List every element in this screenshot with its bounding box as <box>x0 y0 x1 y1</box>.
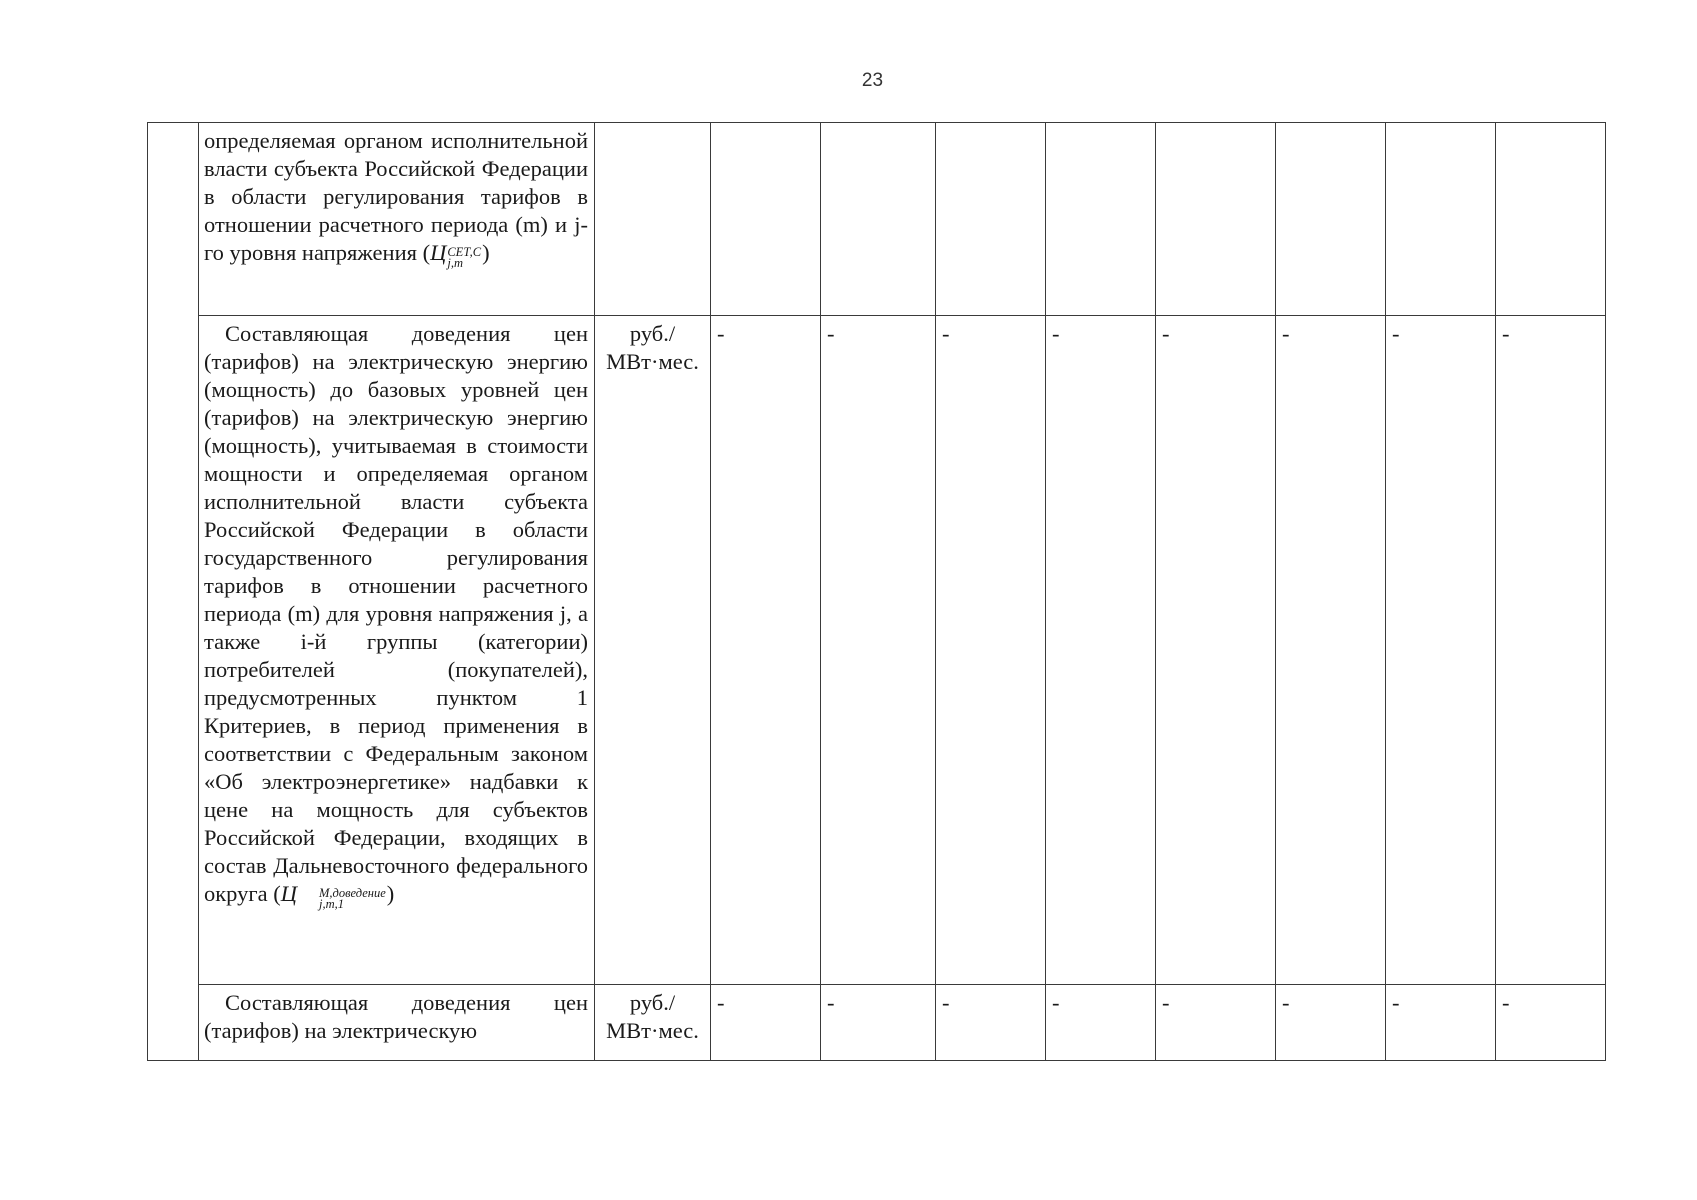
value-cell <box>1046 316 1156 985</box>
dash-value: - <box>1282 990 1290 1015</box>
table-row <box>148 123 1606 316</box>
description-cell <box>199 123 595 316</box>
value-cell <box>1276 985 1386 1061</box>
dash-value: - <box>1052 990 1060 1015</box>
value-cell <box>1386 316 1496 985</box>
dash-value: - <box>1052 321 1060 346</box>
value-cell <box>821 123 936 316</box>
table-row <box>148 985 1606 1061</box>
value-cell <box>1156 985 1276 1061</box>
page-number: 23 <box>861 70 884 91</box>
unit-cell <box>595 123 711 316</box>
value-cell <box>1276 123 1386 316</box>
dash-value: - <box>1392 321 1400 346</box>
value-cell <box>1046 123 1156 316</box>
row-number-cell <box>148 123 199 1061</box>
value-cell <box>711 985 821 1061</box>
dash-value: - <box>717 990 725 1015</box>
value-cell <box>821 316 936 985</box>
description-text: Составляющая доведения цен (тарифов) на электрическую <box>204 990 588 1043</box>
table-row <box>148 316 1606 985</box>
unit-cell <box>595 316 711 985</box>
dash-value: - <box>1392 990 1400 1015</box>
dash-value: - <box>1282 321 1290 346</box>
value-cell <box>711 123 821 316</box>
description-cell <box>199 316 595 985</box>
dash-value: - <box>942 321 950 346</box>
unit-line: руб./ <box>629 321 676 346</box>
dash-value: - <box>942 990 950 1015</box>
unit-line: МВт·мес. <box>606 1018 699 1043</box>
value-cell <box>1386 123 1496 316</box>
unit-line: МВт·мес. <box>606 349 699 374</box>
unit-line: руб./ <box>629 990 676 1015</box>
dash-value: - <box>1162 990 1170 1015</box>
value-cell <box>936 985 1046 1061</box>
value-cell <box>1156 123 1276 316</box>
description-cell <box>199 985 595 1061</box>
value-cell <box>1496 985 1606 1061</box>
dash-value: - <box>827 990 835 1015</box>
description-text: Составляющая доведения цен (тарифов) на электрическую энергию (мощность) до базовых уровней цен (тарифов) на электрическую энергию (мощность), учитываемая в стоимости мощности и определяемая органом исполнительной власти субъекта Российской Федерации в области государственного регулирования тарифов в отношении расчетного периода (m) для уровня напряжения j, а также i-й группы (категории) потребителей (покупателей), предусмотренных пунктом 1 Критериев, в период применения в соответствии с Федеральным законом «Об электроэнергетике» надбавки к цене на мощность для субъектов Российской Федерации, входящих в состав Дальневосточного федерального округа (Ц М,доведение j,m,1 ) <box>204 321 588 911</box>
value-cell <box>711 316 821 985</box>
dash-value: - <box>1502 321 1510 346</box>
dash-value: - <box>1502 990 1510 1015</box>
value-cell <box>936 123 1046 316</box>
value-cell <box>1276 316 1386 985</box>
dash-value: - <box>1162 321 1170 346</box>
dash-value: - <box>827 321 835 346</box>
tariff-table <box>147 122 1606 1061</box>
description-text: определяемая органом исполнительной власти субъекта Российской Федерации в области регулирования тарифов в отношении расчетного периода (m) и j-го уровня напряжения (Ц СЕТ,С j,m ) <box>204 128 588 270</box>
value-cell <box>1386 985 1496 1061</box>
value-cell <box>1046 985 1156 1061</box>
value-cell <box>821 985 936 1061</box>
dash-value: - <box>717 321 725 346</box>
value-cell <box>1496 123 1606 316</box>
value-cell <box>1496 316 1606 985</box>
value-cell <box>936 316 1046 985</box>
value-cell <box>1156 316 1276 985</box>
unit-cell <box>595 985 711 1061</box>
